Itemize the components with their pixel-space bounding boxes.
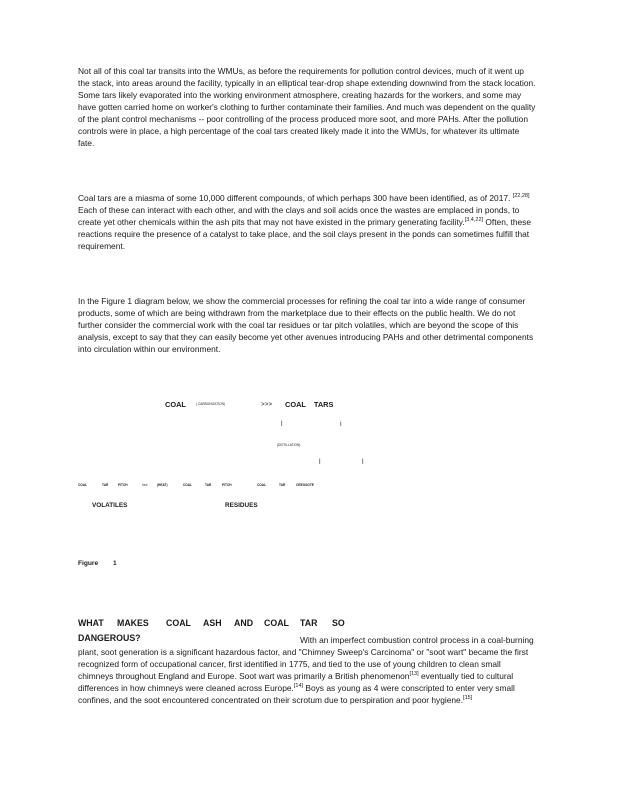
paragraph-coal-tar-compounds	[78, 192, 536, 252]
heading-word-tar: TAR	[300, 618, 318, 628]
figure-caption-label: Figure	[78, 560, 99, 567]
p4-text-c: Boys as young as 4 were conscripted to enter very small confines, and the soot encountered concentrated on their scrotum due to perspiration and poor hygiene.	[78, 683, 515, 705]
diagram-row-coal-1: COAL	[78, 483, 88, 487]
figure-caption-number: 1	[113, 560, 117, 567]
diagram-row-arrow-left: <<<	[142, 483, 148, 487]
citation-22-28: [22,28]	[512, 193, 530, 200]
p4-text-a: With an imperfect combustion control process in a coal-burning plant, soot generation is a significant hazardous factor, and "Chimney Sweep's Carcinoma" or "soot wart" became the first recognized form of occupational cancer, first identified in 1775, and tied to the use of young children to clean small chimneys throughout England and Europe. Soot wart was primarily a British phenomenon	[78, 635, 534, 681]
heading-word-what: WHAT	[78, 618, 104, 628]
paragraph-soot-wart	[78, 634, 536, 706]
citation-14: [14]	[293, 683, 304, 690]
diagram-row-coal-2: COAL	[183, 483, 193, 487]
diagram-carbonization: ( CARBONIZATION)	[196, 402, 225, 406]
diagram-distillation: (DISTILLATION)	[277, 443, 301, 447]
p2-text-b: Each of these can interact with each other, and with the clays and soil acids once the wastes are emplaced in ponds, to create yet other chemicals within the ash pits that may not have existed in the primary generating facility.	[78, 205, 520, 227]
paragraph-figure-intro: In the Figure 1 diagram below, we show the commercial processes for refining the coal tar into a wide range of consumer products, some of which are being withdrawn from the marketplace due to their effects on the public health. We do not further consider the commercial work with the coal tar residues or tar pitch volatiles, which are beyond the scope of this analysis, except to say that they can easily become yet other avenues introducing PAHs and other detrimental components into circulation within our environment.	[78, 296, 534, 354]
p2-text-c: Often, these reactions require the presence of a catalyst to take place, and the soil clays present in the ponds can sometimes fulfill that requirement.	[78, 217, 531, 251]
heading-word-and: AND	[234, 618, 254, 628]
diagram-branch-left: l	[281, 421, 283, 428]
diagram-row-coal-3: COAL	[257, 483, 267, 487]
diagram-residues: RESIDUES	[225, 502, 258, 509]
diagram-volatiles: VOLATILES	[92, 502, 128, 509]
citation-13: [13]	[409, 671, 419, 678]
p2-text-a: Coal tars are a miasma of some 10,000 different compounds, of which perhaps 300 have been identified, as of 2017.	[78, 193, 511, 203]
heading-word-makes: MAKES	[117, 618, 149, 628]
heading-word-coal-1: COAL	[166, 618, 191, 628]
diagram-row-tar-2: TAR	[205, 483, 212, 487]
heading-line-dangerous: DANGEROUS?	[78, 633, 141, 643]
diagram-row-tar-3: TAR	[279, 483, 286, 487]
paragraph-pollution-controls: Not all of this coal tar transits into the WMUs, as before the requirements for pollution control devices, much of it went up the stack, into areas around the facility, typically in an elliptical tear-drop shape extending downwind from the stack location. Some tars likely evaporated into the working environment atmosphere, creating hazards for the workers, and some may have gotten carried home on worker's clothing to further contaminate their families. And much was dependent on the quality of the plant control mechanisms -- poor controlling of the process produced more soot, and more PAHs. After the pollution controls were in place, a high percentage of the coal tars created likely made it into the WMUs, for whatever its ultimate fate.	[78, 66, 536, 148]
diagram-branch-right-2: l	[362, 459, 364, 466]
diagram-row-creosote: CREOSOTE	[296, 483, 314, 487]
heading-word-so: SO	[332, 618, 345, 628]
diagram-arrow-right: >>>	[261, 401, 273, 408]
diagram-row-pitch-1: PITCH	[118, 483, 128, 487]
citation-3-4-22: [3,4,22]	[464, 217, 484, 224]
heading-word-coal-2: COAL	[264, 618, 289, 628]
diagram-row-tar-1: TAR	[102, 483, 109, 487]
diagram-coal: COAL	[165, 400, 186, 409]
heading-word-ash: ASH	[203, 618, 222, 628]
diagram-branch-left-2: l	[319, 459, 321, 466]
diagram-branch-right: i	[340, 421, 342, 428]
diagram-row-heat: (HEAT)	[157, 483, 168, 487]
diagram-row-pitch-2: PITCH	[222, 483, 232, 487]
citation-15: [15]	[463, 695, 473, 702]
diagram-coal-tars: COAL TARS	[285, 400, 334, 409]
p4-text-b: eventually tied to cultural differences in how chimneys were cleaned across Europe.	[78, 671, 514, 693]
